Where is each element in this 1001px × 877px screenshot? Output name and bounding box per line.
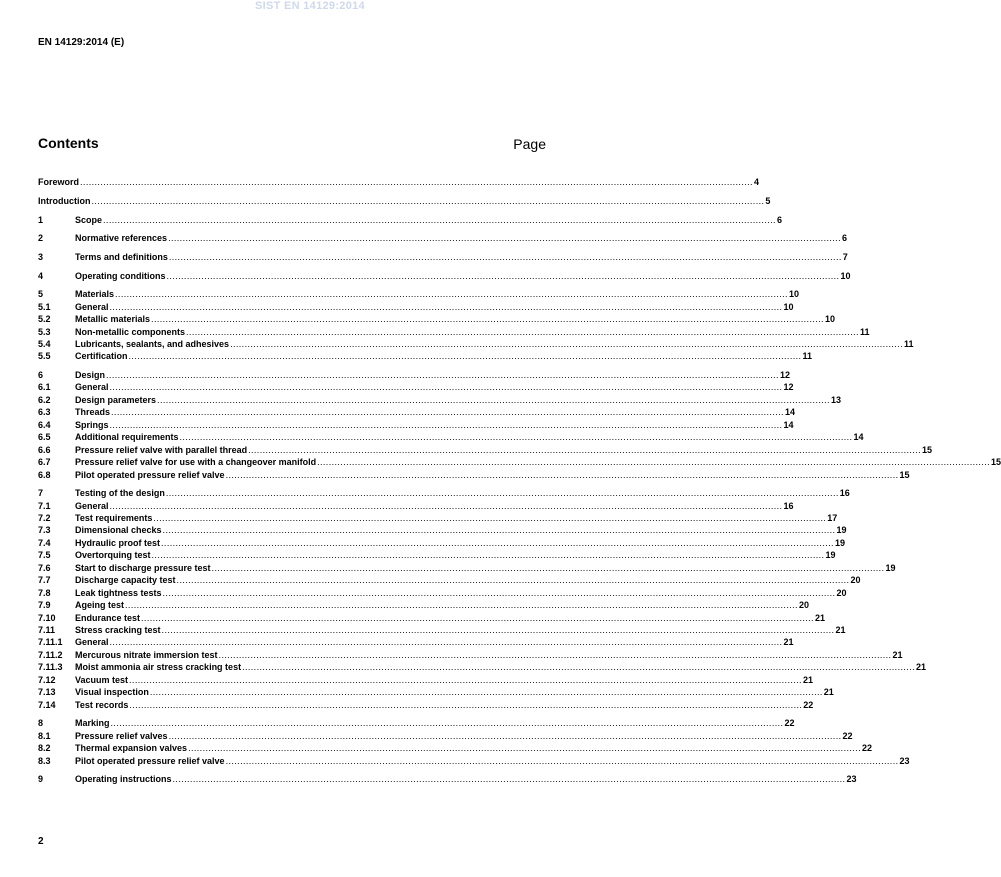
toc-entry-title[interactable]: Pilot operated pressure relief valve xyxy=(75,469,225,480)
toc-entry-title[interactable]: Springs xyxy=(75,419,109,430)
toc-entry-page: 5 xyxy=(765,196,771,207)
watermark: SIST EN 14129:2014 xyxy=(255,0,365,12)
toc-entry[interactable] xyxy=(38,561,896,573)
toc-entry[interactable] xyxy=(38,673,813,685)
toc-entry-page: 10 xyxy=(788,289,799,300)
toc-entry-number: 5.5 xyxy=(38,351,51,362)
toc-entry[interactable] xyxy=(38,456,1001,468)
toc-entry-page: 20 xyxy=(798,600,809,611)
toc-entry-title[interactable]: Additional requirements xyxy=(75,432,179,443)
toc-entry-page: 23 xyxy=(846,774,857,785)
toc-entry-number: 7.12 xyxy=(38,674,56,685)
toc-entry-number: 5.1 xyxy=(38,301,51,312)
toc-entry-page: 14 xyxy=(783,419,794,430)
toc-entry-page: 15 xyxy=(899,469,910,480)
toc-entry[interactable] xyxy=(38,499,794,511)
toc-entry-page: 21 xyxy=(802,674,813,685)
toc-entry-page: 20 xyxy=(850,575,861,586)
toc-entry[interactable] xyxy=(38,288,799,300)
toc-entry-page: 21 xyxy=(783,637,794,648)
toc-entry-number: 7.4 xyxy=(38,537,51,548)
toc-entry-number: 6.3 xyxy=(38,407,51,418)
toc-entry-page: 14 xyxy=(853,432,864,443)
toc-entry-number: 3 xyxy=(38,251,44,262)
toc-entry[interactable] xyxy=(38,338,914,350)
toc-entry-number: 7.13 xyxy=(38,687,56,698)
toc-entry-number: 6.4 xyxy=(38,419,51,430)
toc-entry-title[interactable]: Scope xyxy=(75,214,103,225)
toc-entry-page: 15 xyxy=(922,444,933,455)
toc-entry-title[interactable]: Metallic materials xyxy=(75,314,151,325)
toc-entry-number: 5 xyxy=(38,289,44,300)
toc-leader-dots xyxy=(166,488,839,499)
toc-entry-number: 6.6 xyxy=(38,444,51,455)
toc-entry-page: 19 xyxy=(885,562,896,573)
toc-entry-title[interactable]: Certification xyxy=(75,351,128,362)
toc-entry-title[interactable]: General xyxy=(75,382,109,393)
toc-leader-dots xyxy=(169,252,842,263)
toc-leader-dots xyxy=(167,271,840,282)
toc-entry[interactable] xyxy=(38,269,851,281)
toc-entry-page: 21 xyxy=(835,624,846,635)
toc-entry-title[interactable]: Test requirements xyxy=(75,513,153,523)
toc-entry-title[interactable]: Moist ammonia air stress cracking test xyxy=(75,662,242,673)
toc-entry-page: 15 xyxy=(991,457,1001,468)
toc-entry[interactable] xyxy=(38,549,836,561)
toc-entry[interactable] xyxy=(38,468,910,480)
toc-entry-number: 6.2 xyxy=(38,394,51,405)
toc-leader-dots xyxy=(163,525,836,536)
toc-leader-dots xyxy=(106,370,779,381)
toc-entry-number: 8.3 xyxy=(38,755,51,766)
toc-entry[interactable] xyxy=(38,431,864,443)
toc-entry-title[interactable]: Visual inspection xyxy=(75,687,149,698)
toc-entry[interactable] xyxy=(38,369,790,381)
toc-entry[interactable] xyxy=(38,773,857,785)
toc-entry-title[interactable]: Design parameters xyxy=(75,394,157,405)
toc-entry-page: 22 xyxy=(861,743,872,754)
toc-entry[interactable] xyxy=(38,406,795,418)
toc-entry[interactable] xyxy=(38,300,794,312)
toc-entry-number: 9 xyxy=(38,774,44,785)
toc-leader-dots xyxy=(162,625,835,636)
toc-entry-title[interactable]: Dimensional checks xyxy=(75,525,162,536)
toc-entry-number: 7.3 xyxy=(38,525,51,536)
toc-entry-title[interactable]: Marking xyxy=(75,718,110,729)
toc-entry-title[interactable]: Operating conditions xyxy=(75,270,166,281)
toc-entry[interactable] xyxy=(38,524,847,536)
toc-entry-page: 12 xyxy=(783,382,794,393)
toc-entry-page: 19 xyxy=(825,550,836,561)
toc-entry[interactable] xyxy=(38,325,870,337)
toc-entry-number: 7.11.1 xyxy=(38,637,63,648)
contents-heading: Contents xyxy=(38,135,99,151)
toc-leader-dots xyxy=(151,314,824,325)
toc-leader-dots xyxy=(186,327,859,338)
toc-leader-dots xyxy=(129,700,802,711)
toc-entry-title[interactable]: Operating instructions xyxy=(75,774,172,785)
toc-leader-dots xyxy=(161,538,834,549)
toc-entry[interactable] xyxy=(38,393,841,405)
toc-entry-number: 6 xyxy=(38,370,44,380)
page-column-heading: Page xyxy=(513,136,546,152)
toc-entry-page: 19 xyxy=(836,525,847,536)
toc-leader-dots xyxy=(92,196,765,207)
toc-entry-number: 5.3 xyxy=(38,326,51,337)
toc-entry[interactable] xyxy=(38,624,846,636)
toc-entry-title[interactable]: Terms and definitions xyxy=(75,251,168,262)
toc-entry[interactable] xyxy=(38,636,794,648)
document-id: EN 14129:2014 (E) xyxy=(38,37,125,48)
toc-entry[interactable] xyxy=(38,648,903,660)
toc-entry-title[interactable]: Overtorquing test xyxy=(75,550,151,561)
toc-entry[interactable] xyxy=(38,717,795,729)
toc-entry[interactable] xyxy=(38,536,845,548)
toc-entry-page: 21 xyxy=(916,662,927,673)
toc-entry[interactable] xyxy=(38,381,794,393)
toc-entry-number: 7.2 xyxy=(38,513,51,523)
toc-entry-title[interactable]: General xyxy=(75,500,109,511)
toc-entry-page: 20 xyxy=(836,587,847,598)
toc-leader-dots xyxy=(317,457,990,468)
toc-entry-number: 7.7 xyxy=(38,575,51,586)
toc-entry-title[interactable]: Non-metallic components xyxy=(75,326,186,337)
toc-entry[interactable] xyxy=(38,213,782,225)
toc-entry[interactable] xyxy=(38,661,927,673)
toc-entry[interactable] xyxy=(38,742,872,754)
toc-leader-dots xyxy=(129,675,802,686)
toc-entry-title[interactable]: Vacuum test xyxy=(75,674,129,685)
toc-entry[interactable] xyxy=(38,443,933,455)
toc-entry-number: 6.8 xyxy=(38,469,51,480)
toc-entry-number: 8.1 xyxy=(38,730,51,741)
toc-leader-dots xyxy=(180,432,853,443)
toc-entry-page: 13 xyxy=(830,394,841,405)
toc-entry[interactable] xyxy=(38,574,861,586)
table-of-contents xyxy=(38,176,1001,785)
toc-entry-page: 22 xyxy=(784,718,795,729)
toc-entry-page: 10 xyxy=(783,301,794,312)
toc-entry-title[interactable]: Lubricants, sealants, and adhesives xyxy=(75,338,230,349)
toc-entry-title[interactable]: Thermal expansion valves xyxy=(75,743,188,754)
toc-entry-title[interactable]: Pressure relief valves xyxy=(75,730,168,741)
toc-entry-page: 11 xyxy=(903,338,914,349)
toc-leader-dots xyxy=(242,662,915,673)
toc-entry-number: 4 xyxy=(38,270,44,281)
toc-leader-dots xyxy=(219,650,892,661)
toc-entry-title[interactable]: Threads xyxy=(75,407,111,418)
toc-entry-title[interactable]: Design xyxy=(75,370,106,380)
toc-entry-number: 7.8 xyxy=(38,587,51,598)
toc-entry-title[interactable]: Leak tightness tests xyxy=(75,587,162,598)
toc-entry-number: 7.5 xyxy=(38,550,51,561)
toc-entry-title[interactable]: Materials xyxy=(75,289,115,300)
toc-entry-title[interactable]: Start to discharge pressure test xyxy=(75,562,211,573)
toc-entry[interactable] xyxy=(38,754,910,766)
toc-leader-dots xyxy=(111,718,784,729)
toc-entry-title[interactable]: Mercurous nitrate immersion test xyxy=(75,649,218,660)
toc-entry-page: 11 xyxy=(859,326,870,337)
toc-entry-number: 7.14 xyxy=(38,699,56,710)
toc-entry-title[interactable]: Pressure relief valve for use with a changeover manifold xyxy=(75,457,317,468)
toc-entry-title[interactable]: Hydraulic proof test xyxy=(75,537,161,548)
toc-leader-dots xyxy=(163,588,836,599)
toc-entry-page: 23 xyxy=(899,755,910,766)
toc-entry-title[interactable]: General xyxy=(75,301,109,312)
toc-entry-number: 6.5 xyxy=(38,432,51,443)
toc-entry-number: 5.4 xyxy=(38,338,51,349)
toc-entry-page: 11 xyxy=(802,351,812,362)
page-number: 2 xyxy=(38,836,44,847)
toc-leader-dots xyxy=(110,501,783,512)
toc-leader-dots xyxy=(129,351,802,362)
toc-entry-page: 17 xyxy=(827,513,838,523)
toc-entry-number: 5.2 xyxy=(38,314,51,325)
toc-entry-title[interactable]: Normative references xyxy=(75,233,168,244)
toc-entry-title[interactable]: General xyxy=(75,637,109,648)
toc-leader-dots xyxy=(80,177,753,188)
toc-leader-dots xyxy=(115,289,788,300)
toc-entry-number: 7.6 xyxy=(38,562,51,573)
toc-entry-page: 16 xyxy=(839,488,850,499)
toc-entry-title[interactable]: Pressure relief valve with parallel thread xyxy=(75,444,248,455)
toc-leader-dots xyxy=(150,687,823,698)
toc-entry-page: 21 xyxy=(814,612,825,623)
toc-entry-page: 6 xyxy=(776,214,782,225)
toc-leader-dots xyxy=(153,513,826,524)
toc-entry[interactable] xyxy=(38,232,847,244)
toc-entry-title[interactable]: Foreword xyxy=(38,177,80,188)
toc-entry[interactable] xyxy=(38,512,838,524)
toc-leader-dots xyxy=(111,407,784,418)
toc-entry[interactable] xyxy=(38,487,850,499)
toc-entry-page: 10 xyxy=(840,270,851,281)
toc-leader-dots xyxy=(103,215,776,226)
toc-entry-number: 6.7 xyxy=(38,457,51,468)
toc-entry[interactable] xyxy=(38,251,848,263)
toc-leader-dots xyxy=(169,731,842,742)
toc-entry-title[interactable]: Introduction xyxy=(38,196,91,207)
toc-entry-number: 7.9 xyxy=(38,600,51,611)
toc-leader-dots xyxy=(152,550,825,561)
toc-entry-title[interactable]: Pilot operated pressure relief valve xyxy=(75,755,225,766)
toc-entry-title[interactable]: Stress cracking test xyxy=(75,624,161,635)
toc-leader-dots xyxy=(125,600,798,611)
toc-leader-dots xyxy=(212,563,885,574)
toc-entry-number: 7.11.3 xyxy=(38,662,63,673)
toc-entry[interactable] xyxy=(38,586,847,598)
toc-entry-page: 6 xyxy=(841,233,847,244)
toc-leader-dots xyxy=(168,233,841,244)
toc-entry-title[interactable]: Test records xyxy=(75,699,129,710)
toc-leader-dots xyxy=(157,395,830,406)
toc-entry[interactable] xyxy=(38,176,759,188)
toc-entry[interactable] xyxy=(38,313,835,325)
toc-leader-dots xyxy=(110,420,783,431)
toc-leader-dots xyxy=(110,302,783,313)
toc-entry-page: 22 xyxy=(842,730,853,741)
toc-entry-title[interactable]: Endurance test xyxy=(75,612,141,623)
toc-leader-dots xyxy=(173,774,846,785)
toc-entry-page: 12 xyxy=(779,370,790,380)
toc-entry-number: 7 xyxy=(38,488,44,499)
toc-entry[interactable] xyxy=(38,729,853,741)
toc-entry-number: 1 xyxy=(38,214,44,225)
toc-leader-dots xyxy=(226,756,899,767)
toc-leader-dots xyxy=(110,637,783,648)
toc-entry[interactable] xyxy=(38,350,812,362)
toc-leader-dots xyxy=(230,339,903,350)
toc-entry-page: 21 xyxy=(892,649,903,660)
toc-entry[interactable] xyxy=(38,599,809,611)
toc-entry-title[interactable]: Ageing test xyxy=(75,600,125,611)
toc-entry-page: 22 xyxy=(803,699,814,710)
toc-leader-dots xyxy=(110,382,783,393)
toc-entry[interactable] xyxy=(38,611,825,623)
toc-entry-page: 14 xyxy=(784,407,795,418)
toc-entry-page: 10 xyxy=(824,314,835,325)
toc-leader-dots xyxy=(248,445,921,456)
toc-entry-number: 8.2 xyxy=(38,743,51,754)
toc-entry[interactable] xyxy=(38,195,771,207)
toc-entry-number: 8 xyxy=(38,718,44,729)
toc-entry-number: 7.1 xyxy=(38,500,51,511)
toc-entry-page: 7 xyxy=(842,251,848,262)
toc-entry[interactable] xyxy=(38,418,794,430)
toc-entry-number: 7.10 xyxy=(38,612,56,623)
toc-entry-number: 7.11 xyxy=(38,624,56,635)
toc-leader-dots xyxy=(226,470,899,481)
toc-entry-page: 19 xyxy=(834,537,845,548)
toc-entry-page: 4 xyxy=(753,177,759,188)
toc-entry[interactable] xyxy=(38,686,834,698)
toc-entry-number: 7.11.2 xyxy=(38,649,63,660)
toc-entry[interactable] xyxy=(38,698,814,710)
toc-entry-number: 2 xyxy=(38,233,44,244)
toc-leader-dots xyxy=(141,613,814,624)
toc-entry-number: 6.1 xyxy=(38,382,51,393)
toc-entry-page: 16 xyxy=(783,500,794,511)
toc-entry-title[interactable]: Discharge capacity test xyxy=(75,575,176,586)
toc-entry-page: 21 xyxy=(823,687,834,698)
toc-leader-dots xyxy=(177,575,850,586)
toc-entry-title[interactable]: Testing of the design xyxy=(75,488,165,499)
toc-leader-dots xyxy=(188,743,861,754)
